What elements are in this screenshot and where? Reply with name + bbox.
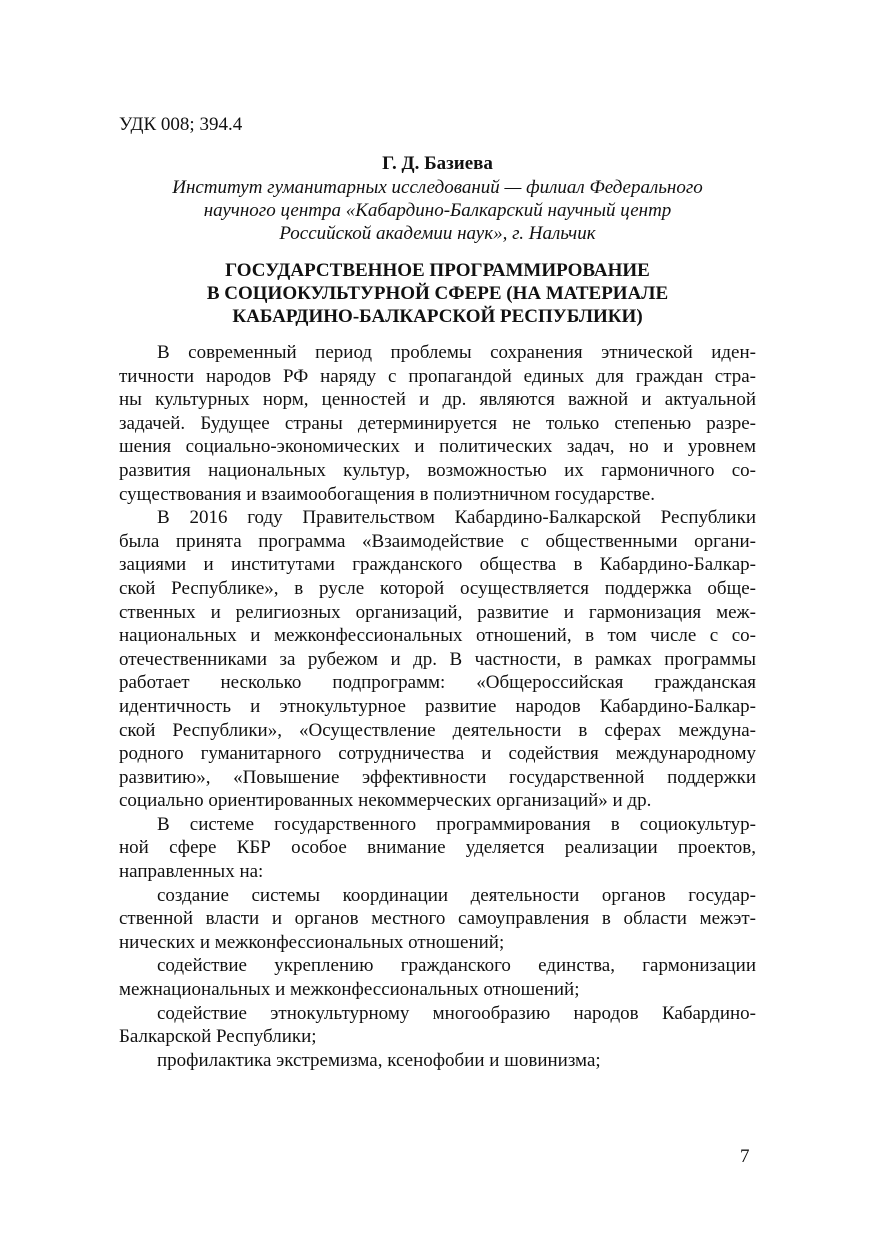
affiliation-line: научного центра «Кабардино-Балкарский научный центр	[203, 200, 672, 221]
text-line: ственных и религиозных организаций, развитие и гармонизация меж-	[119, 601, 756, 623]
text-line: содействие этнокультурному многообразию народов Кабардино-	[157, 1002, 756, 1024]
title-line: ГОСУДАРСТВЕННОЕ ПРОГРАММИРОВАНИЕ	[225, 260, 650, 281]
text-line: В 2016 году Правительством Кабардино-Балкарской Республики	[157, 507, 756, 529]
text-line: создание системы координации деятельности органов государ-	[157, 884, 756, 906]
text-line: В современный период проблемы сохранения этнической иден-	[157, 342, 756, 363]
text-line: ной сфере КБР особое внимание уделяется реализации проектов,	[119, 837, 756, 859]
body-paragraph	[119, 954, 756, 1001]
article-title	[119, 259, 756, 328]
text-line: нических и межконфессиональных отношений;	[119, 931, 505, 953]
text-line: идентичность и этнокультурное развитие народов Кабардино-Балкар-	[119, 695, 756, 717]
text-line: национальных и межконфессиональных отношений, в том числе с со-	[119, 625, 756, 647]
body-paragraph	[119, 1049, 756, 1073]
text-line: профилактика экстремизма, ксенофобии и шовинизма;	[157, 1049, 601, 1071]
text-line: межнациональных и межконфессиональных отношений;	[119, 979, 580, 1001]
article-page	[119, 112, 756, 1072]
text-line: существования и взаимообогащения в полиэтничном государстве.	[119, 483, 655, 505]
body-paragraph	[119, 884, 756, 955]
text-line: ны культурных норм, ценностей и др. являются важной и актуальной	[119, 389, 756, 411]
author-name: Г. Д. Базиева	[382, 153, 493, 174]
text-line: родного гуманитарного сотрудничества и содействия международному	[119, 743, 756, 765]
title-line: КАБАРДИНО-БАЛКАРСКОЙ РЕСПУБЛИКИ)	[232, 306, 643, 327]
text-line: направленных на:	[119, 861, 264, 883]
body-paragraph	[119, 341, 756, 506]
text-line: социально ориентированных некоммерческих организаций» и др.	[119, 790, 652, 812]
article-body	[119, 341, 756, 1072]
text-line: отечественниками за рубежом и др. В частности, в рамках программы	[119, 648, 756, 670]
page-number: 7	[740, 1146, 750, 1167]
title-line: В СОЦИОКУЛЬТУРНОЙ СФЕРЕ (НА МАТЕРИАЛЕ	[206, 283, 669, 304]
body-paragraph	[119, 813, 756, 884]
text-line: содействие укреплению гражданского единства, гармонизации	[157, 955, 756, 977]
text-line: развитию», «Повышение эффективности государственной поддержки	[119, 766, 756, 788]
text-line: Балкарской Республики;	[119, 1026, 317, 1048]
text-line: развития национальных культур, возможностью их гармоничного со-	[119, 459, 756, 481]
text-line: работает несколько подпрограмм: «Общероссийская гражданская	[119, 672, 756, 694]
text-line: задачей. Будущее страны детерминируется не только степенью разре-	[119, 412, 756, 434]
body-paragraph	[119, 506, 756, 813]
text-line: В системе государственного программирования в социокультур-	[157, 813, 756, 835]
text-line: ской Республики», «Осуществление деятельности в сферах междуна-	[119, 719, 756, 741]
udk-code: УДК 008; 394.4	[119, 114, 243, 135]
text-line: ственной власти и органов местного самоуправления в области межэт-	[119, 908, 756, 930]
affiliation-line: Институт гуманитарных исследований — филиал Федерального	[172, 177, 703, 198]
text-line: тичности народов РФ наряду с пропагандой единых для граждан стра-	[119, 365, 756, 387]
affiliation-line: Российской академии наук», г. Нальчик	[279, 223, 596, 244]
text-line: шения социально-экономических и политических задач, но и уровнем	[119, 436, 756, 458]
body-paragraph	[119, 1002, 756, 1049]
text-line: была принята программа «Взаимодействие с общественными органи-	[119, 530, 756, 552]
text-line: зациями и институтами гражданского общества в Кабардино-Балкар-	[119, 554, 756, 576]
author-affiliation	[119, 176, 756, 245]
text-line: ской Республике», в русле которой осуществляется поддержка обще-	[119, 577, 756, 599]
